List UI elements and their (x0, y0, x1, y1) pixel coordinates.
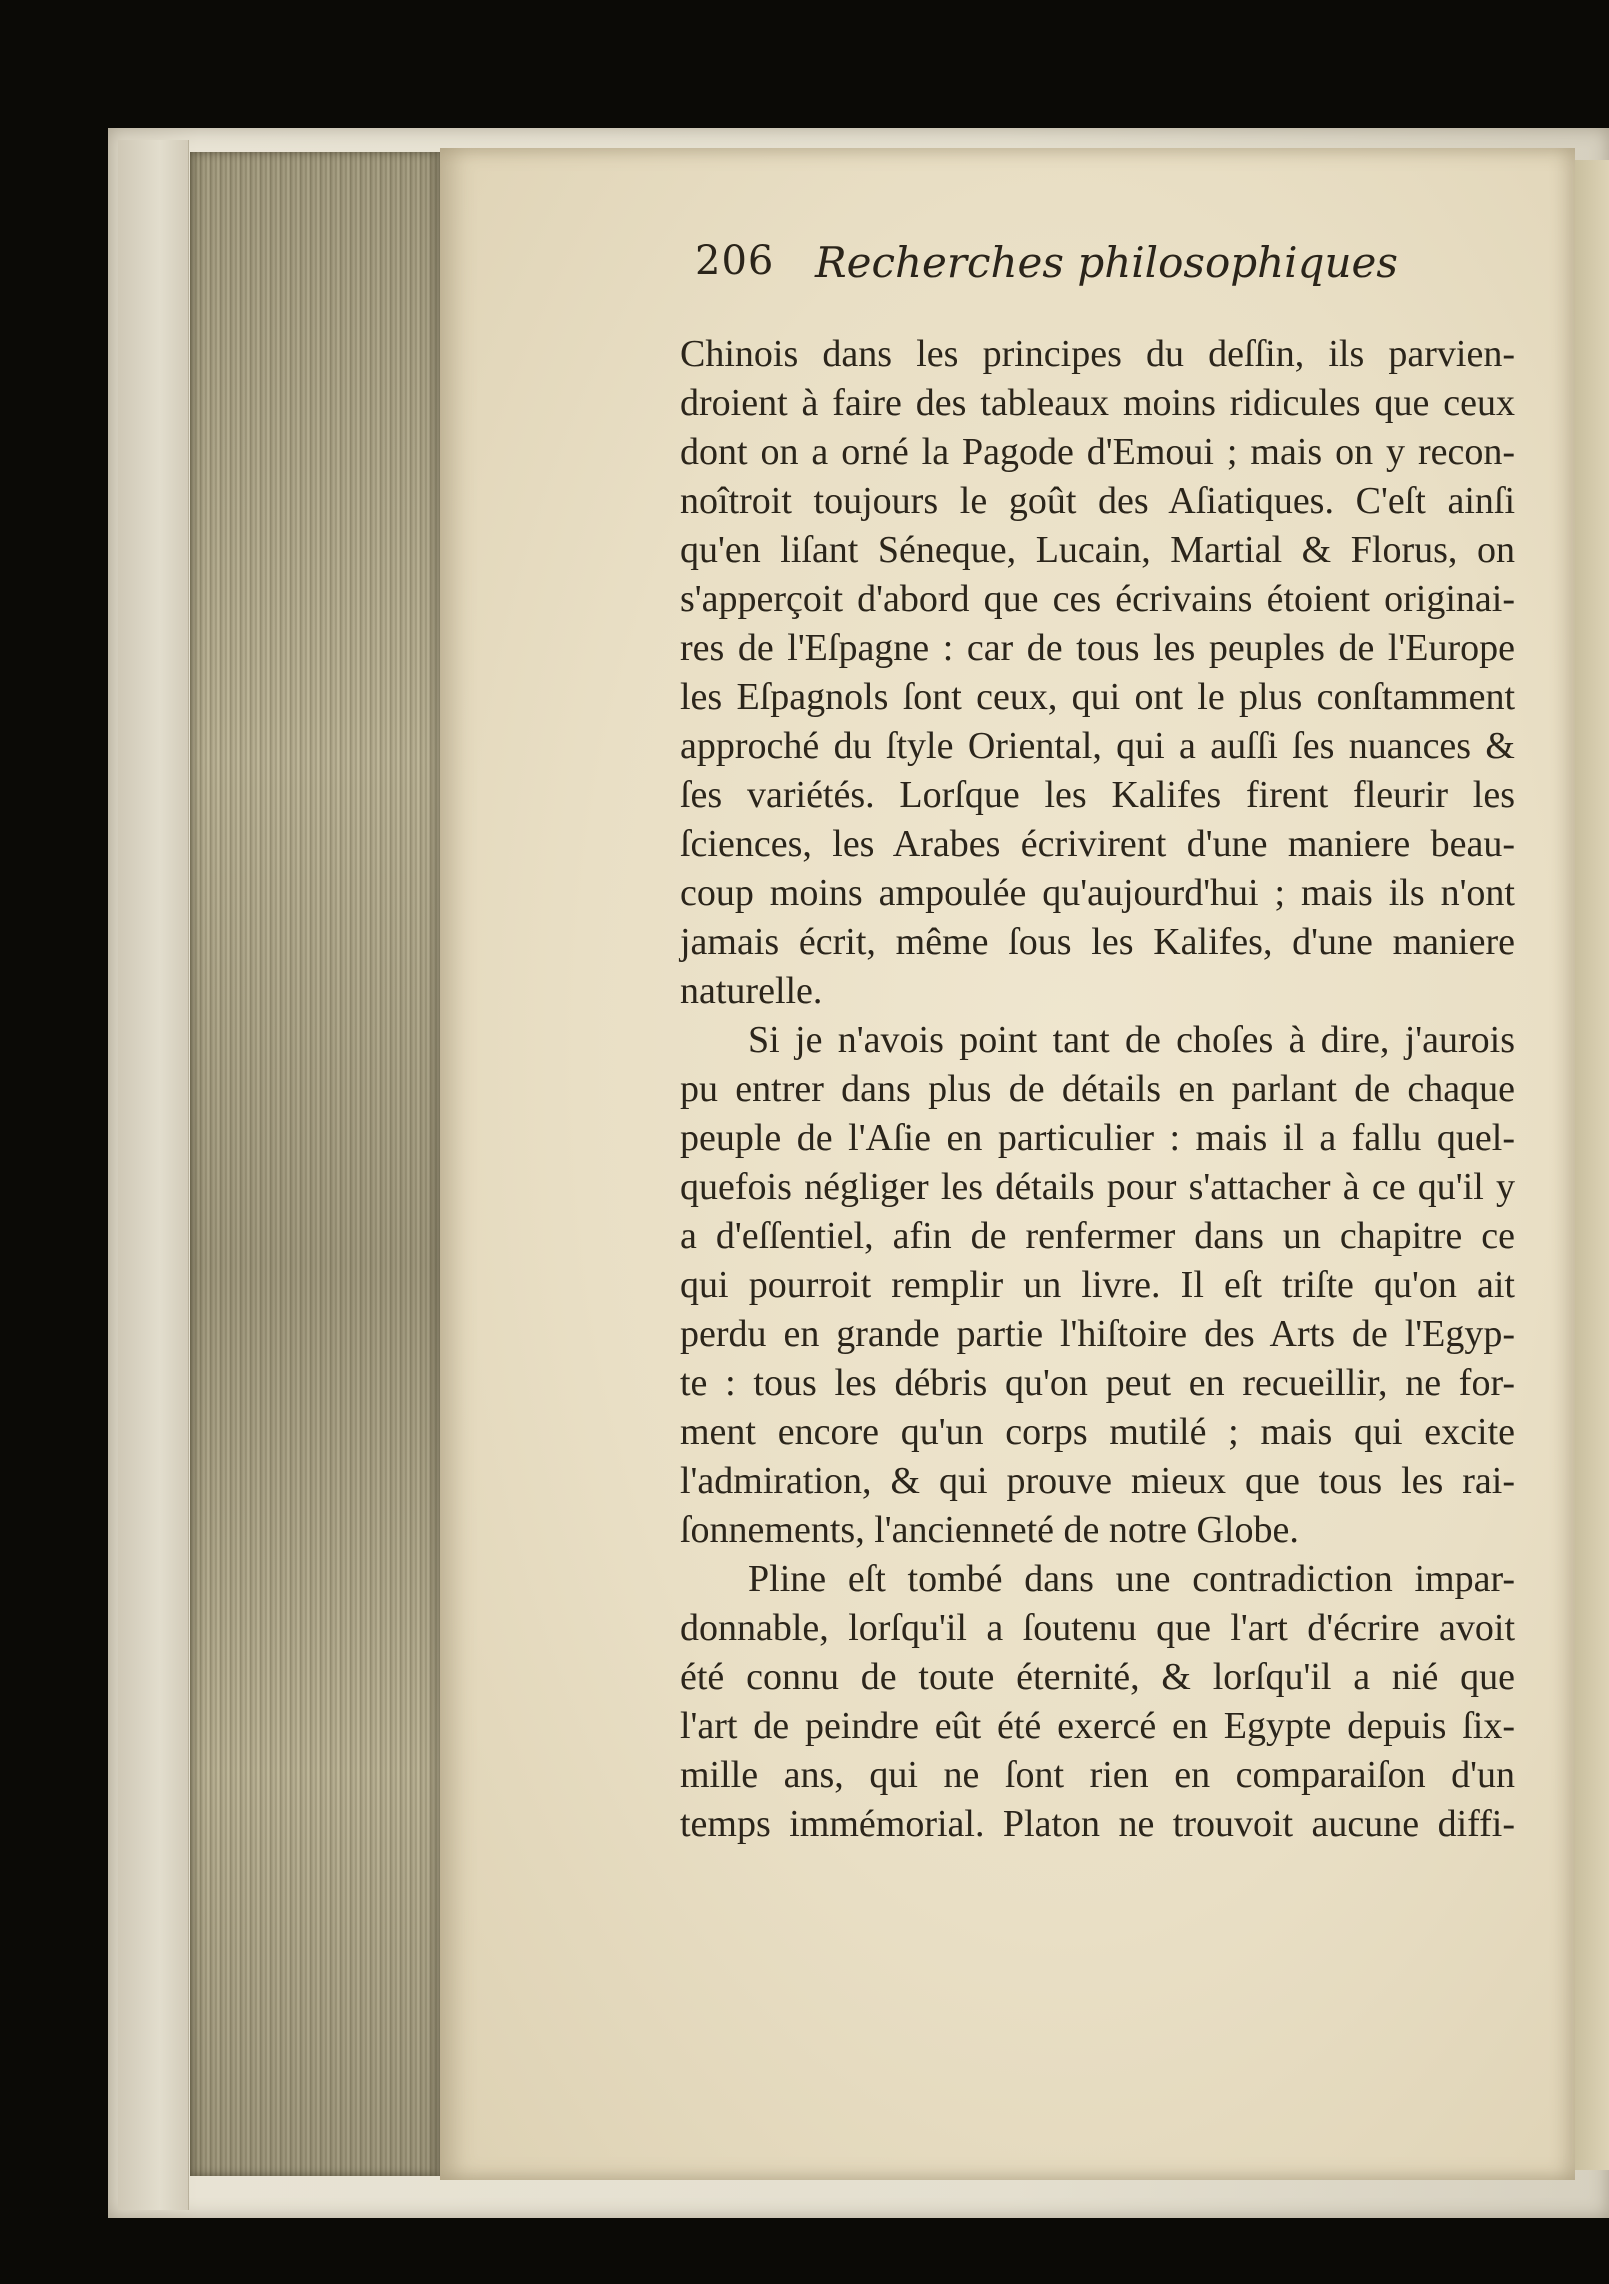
text-line: été connu de toute éternité, & lorſqu'il a nié que (680, 1656, 1515, 1698)
text-line: donnable, lorſqu'il a ſoutenu que l'art d'écrire avoit (680, 1607, 1515, 1649)
text-line: coup moins ampoulée qu'aujourd'hui ; mais ils n'ont (680, 872, 1515, 914)
text-line: l'art de peindre eût été exercé en Egypte depuis ſix- (680, 1705, 1515, 1747)
paragraph-start-line: Si je n'avois point tant de choſes à dire, j'aurois (748, 1019, 1515, 1061)
paragraph-start-line: Pline eſt tombé dans une contradiction impar- (748, 1558, 1515, 1600)
text-line: droient à faire des tableaux moins ridicules que ceux (680, 382, 1515, 424)
cover-fold (118, 140, 189, 2210)
text-line: ment encore qu'un corps mutilé ; mais qui excite (680, 1411, 1515, 1453)
text-line: Chinois dans les principes du deſſin, ils parvien- (680, 333, 1515, 375)
page-edges (190, 152, 440, 2176)
text-line: mille ans, qui ne ſont rien en comparaiſon d'un (680, 1754, 1515, 1796)
text-line: res de l'Eſpagne : car de tous les peuples de l'Europe (680, 627, 1515, 669)
text-line: pu entrer dans plus de détails en parlant de chaque (680, 1068, 1515, 1110)
text-line: quefois négliger les détails pour s'attacher à ce qu'il y (680, 1166, 1515, 1208)
running-head (695, 238, 1515, 298)
body-text (680, 330, 1515, 1849)
text-line: qui pourroit remplir un livre. Il eſt triſte qu'on ait (680, 1264, 1515, 1306)
text-line: approché du ſtyle Oriental, qui a auſſi ſes nuances & (680, 725, 1515, 767)
text-line: qu'en liſant Séneque, Lucain, Martial & Florus, on (680, 529, 1515, 571)
text-line: peuple de l'Aſie en particulier : mais il a fallu quel- (680, 1117, 1515, 1159)
text-line: ſes variétés. Lorſque les Kalifes firent fleurir les (680, 774, 1515, 816)
text-line: ſciences, les Arabes écrivirent d'une maniere beau- (680, 823, 1515, 865)
text-line: noîtroit toujours le goût des Aſiatiques. C'eſt ainſi (680, 480, 1515, 522)
text-line: l'admiration, & qui prouve mieux que tous les rai- (680, 1460, 1515, 1502)
text-line: ſonnements, l'ancienneté de notre Globe. (680, 1509, 1299, 1551)
text-line: jamais écrit, même ſous les Kalifes, d'une maniere (680, 921, 1515, 963)
page-number: 206 (695, 238, 775, 284)
text-line: temps immémorial. Platon ne trouvoit aucune diffi- (680, 1803, 1515, 1845)
text-line: te : tous les débris qu'on peut en recueillir, ne for- (680, 1362, 1515, 1404)
text-line: s'apperçoit d'abord que ces écrivains étoient originai- (680, 578, 1515, 620)
facing-page-edge (1575, 160, 1609, 2170)
text-line: dont on a orné la Pagode d'Emoui ; mais on y recon- (680, 431, 1515, 473)
text-line: les Eſpagnols ſont ceux, qui ont le plus conſtamment (680, 676, 1515, 718)
running-title: Recherches philosophiques (815, 238, 1398, 287)
text-line: naturelle. (680, 970, 823, 1012)
text-line: a d'eſſentiel, afin de renfermer dans un chapitre ce (680, 1215, 1515, 1257)
text-line: perdu en grande partie l'hiſtoire des Arts de l'Egyp- (680, 1313, 1515, 1355)
